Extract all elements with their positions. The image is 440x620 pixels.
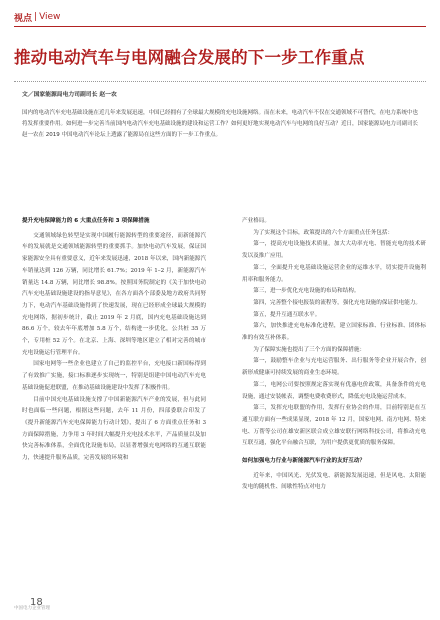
body-paragraph: 目前中国充电基础设施支撑了中国新能源汽车产业的发展，但与此同时也面临一些问题，根据这些问题，去年 11 月份，四部委联合印发了《提升新能源汽车充电保障能力行动计划》，提出了 6 方面重点任务和 3 方面保障措施，力争用 3 年时间大幅提升充电技术水平，产品质量以及加快完善标准体系，全面优化设施布局，以显著增强充电网络的互通互联能力，快速提升服务品质，完善发展的环境和	[22, 396, 206, 462]
footer-publication: 中国电力企业管理	[14, 606, 50, 611]
section-separator: |	[34, 12, 38, 22]
body-paragraph: 第二，电网公司要按照规定落实现有优惠电价政策，具备条件的充电设施，通过安装帐表，调整电费收费形式，降低充电设施运营成本。	[242, 381, 426, 400]
left-subheading: 提升充电保障能力的 6 大重点任务和 3 项保障措施	[22, 218, 150, 224]
body-paragraph: 第六，加快推进充电标准化进程，建立国家标准、行业标准、团体标准的有效互补体系。	[242, 323, 426, 342]
body-paragraph: 为了实现这个目标，政策提出的六个方面重点任务包括：	[253, 229, 394, 236]
body-paragraph: 第一，鼓励整车企业与充电运营服务、出行服务等企业开展合作，创新形成健康可持续发展的商业生态环境。	[242, 358, 426, 377]
body-paragraph: 第三，发挥充电联盟的作用，发挥行业协会的作用，目前特别是在互通互联方面有一些成果显现，2018 年 12 月，国家电网、南方电网、特来电、万帮等公司在雄安新区联合成立雄安联行网络科技公司，将推动充电互联互通，强化平台融合互联，为用户提供更优质的服务保障。	[242, 405, 426, 447]
section-label-cn: 视点	[14, 13, 33, 24]
header-rule	[14, 26, 426, 27]
body-paragraph: 交通领域绿色转型是实现中国履行能源转型的重要途径，而新能源汽车的发展就是交通领域能源转型的重要抓手。加快电动汽车发展，保证国家能源安全具有重要意义，近年来发展迅速，2018 年以来，国内新能源汽车销量达到 126 万辆，同比增长 61.7%；2019 年 1–2 月，新能源汽车销量达 14.8 万辆，同比增长 98.8%。按照国务院制定的《关于加快电动汽车充电基础设施建设的指导意见》，在各方面各个部委及地方政府共同努力下，电动汽车基础设施得到了快速发展，现在已经形成全球最大规模的充电网络，据初步统计，截止 2019 年 2 月底，国内充电基础设施达到 86.6 万个，较去年年底增加 5.8 万个，结构进一步优化，公共桩 35 万个，专用桩 52 万个。在北京、上海、深圳等地区建立了相对完善的城市充电设施运行管理平台。	[22, 232, 206, 356]
right-column	[242, 216, 426, 494]
body-paragraph: 第四，完善整个接电报装的流程等，强化充电设施的保证供电能力。	[253, 299, 422, 306]
page-number: 18	[30, 597, 43, 608]
right-subheading: 如何加强电力行业与新能源汽车行业的友好互动？	[242, 458, 366, 465]
body-paragraph: 第一，提高充电设施技术质量，加大大功率充电、智能充电的技术研发以及推广应用。	[242, 241, 426, 260]
article-title: 推动电动汽车与电网融合发展的下一步工作重点	[14, 48, 365, 67]
body-paragraph: 第五，提升互通互联水平。	[253, 311, 321, 318]
body-paragraph: 产业格局。	[242, 218, 270, 224]
left-column	[22, 216, 206, 465]
body-paragraph: 为了保障实施也提出了三个方面的保障措施：	[253, 346, 366, 353]
body-paragraph: 第三，进一步优化充电设施的布局和结构。	[253, 288, 360, 295]
intro-paragraph: 国内的电动汽车充电基础设施在近几年来发展迅速，中国已经拥有了全球最大规模的充电设施网络。而在未来，电动汽车不仅在交通领域不可替代，在电力系统中也将发挥重要作用。如何进一步完善当前国内电动汽车充电基础设施的建设和运营工作？如何更好地实现电动汽车与电网的良好互动？近日，国家能源局电力司副司长赵一农在 2019 中国电动汽车论坛上透露了能源局在这些方面的下一步工作重点。	[22, 110, 419, 139]
body-paragraph: 近年来，中国风光、光伏发电、新能源发展迅速，但是风电、太阳能发电的随机性、间歇性特点对电力	[242, 472, 426, 491]
section-header	[14, 10, 60, 24]
section-label-en: View	[39, 12, 61, 22]
title-divider	[14, 81, 426, 82]
body-paragraph: 第二，全面提升充电基础设施运营企业的运维水平，切实提升设施利用率和服务能力。	[242, 264, 426, 283]
body-paragraph: 国家电网等一些企业也建立了自己的监控平台，充电接口新国标得到了有效推广实施，接口标准逐步实现统一，特别是组建中国电动汽车充电基础设施促进联盟，在推动基础设施建设中发挥了积极作用。	[22, 361, 206, 391]
byline: 文／国家能源局电力司副司长 赵一农	[22, 92, 117, 98]
